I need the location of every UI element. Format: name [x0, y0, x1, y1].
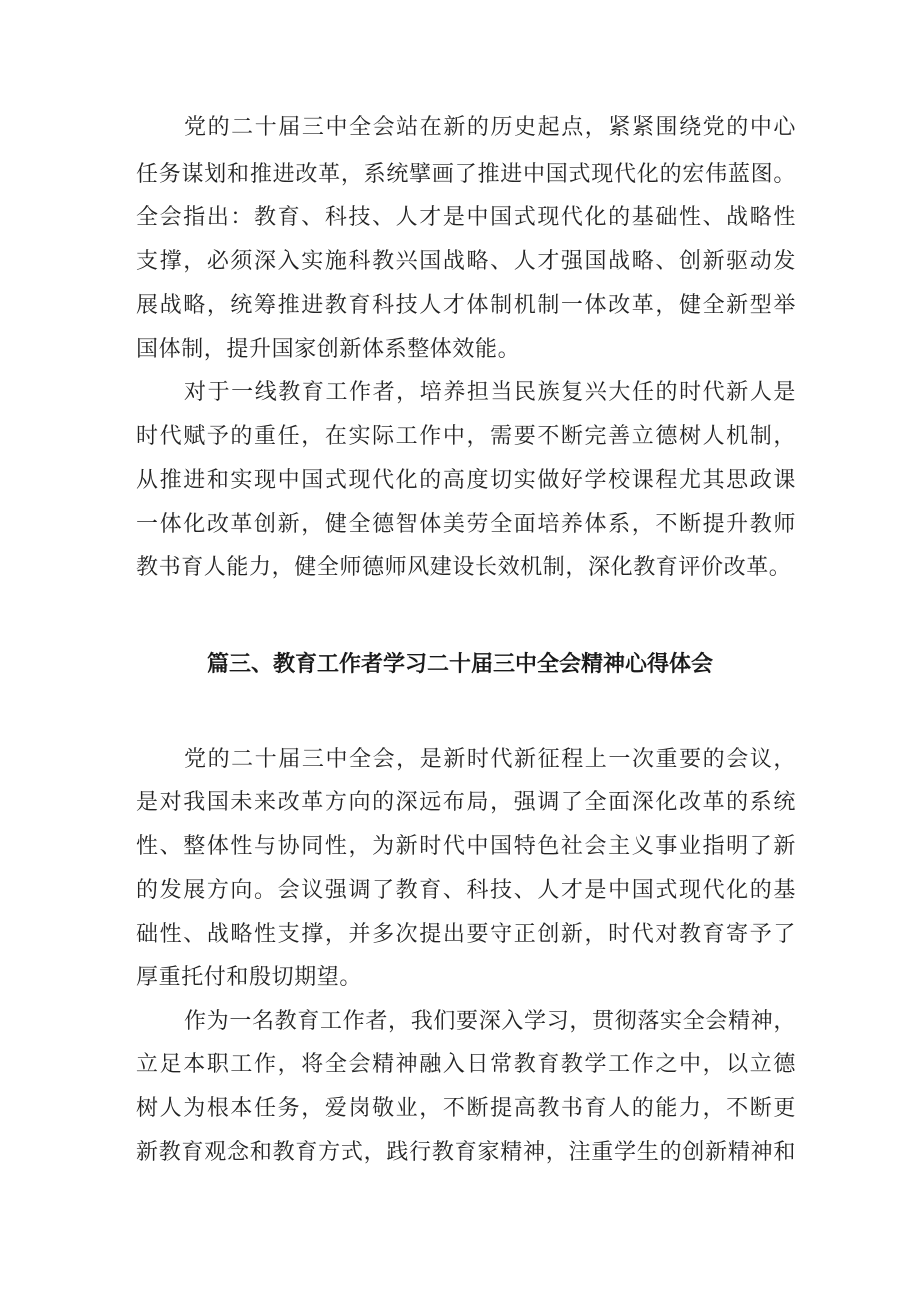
paragraph-line: 性、整体性与协同性，为新时代中国特色社会主义事业指明了新 [136, 834, 796, 859]
paragraph-line: 从推进和实现中国式现代化的高度切实做好学校课程尤其思政课 [136, 468, 796, 493]
paragraph-line: 党的二十届三中全会，是新时代新征程上一次重要的会议， [184, 747, 796, 772]
paragraph-line: 对于一线教育工作者，培养担当民族复兴大任的时代新人是 [184, 380, 796, 405]
paragraph-line: 国体制，提升国家创新体系整体效能。 [136, 337, 521, 362]
paragraph-line: 支撑，必须深入实施科教兴国战略、人才强国战略、创新驱动发 [136, 249, 796, 274]
paragraph-line: 时代赋予的重任，在实际工作中，需要不断完善立德树人机制， [136, 424, 796, 449]
paragraph-line: 的发展方向。会议强调了教育、科技、人才是中国式现代化的基 [136, 878, 796, 903]
paragraph-line: 教书育人能力，健全师德师风建设长效机制，深化教育评价改革。 [136, 555, 792, 580]
paragraph-line: 是对我国未来改革方向的深远布局，强调了全面深化改革的系统 [136, 790, 796, 815]
paragraph-line: 础性、战略性支撑，并多次提出要守正创新，时代对教育寄予了 [136, 922, 796, 947]
paragraph-line: 全会指出：教育、科技、人才是中国式现代化的基础性、战略性 [136, 205, 796, 230]
paragraph-line: 新教育观念和教育方式，践行教育家精神，注重学生的创新精神和 [136, 1140, 796, 1165]
paragraph-line: 厚重托付和殷切期望。 [136, 965, 363, 990]
section-heading: 篇三、教育工作者学习二十届三中全会精神心得体会 [206, 652, 713, 677]
paragraph-line: 作为一名教育工作者，我们要深入学习，贯彻落实全会精神， [184, 1009, 796, 1034]
paragraph-line: 立足本职工作，将全会精神融入日常教育教学工作之中，以立德 [136, 1052, 796, 1077]
paragraph-line: 树人为根本任务，爱岗敬业，不断提高教书育人的能力，不断更 [136, 1096, 796, 1121]
paragraph-line: 展战略，统筹推进教育科技人才体制机制一体改革，健全新型举 [136, 293, 796, 318]
paragraph-line: 党的二十届三中全会站在新的历史起点，紧紧围绕党的中心 [184, 115, 796, 140]
paragraph-line: 任务谋划和推进改革，系统擘画了推进中国式现代化的宏伟蓝图。 [136, 162, 796, 187]
paragraph-line: 一体化改革创新，健全德智体美劳全面培养体系，不断提升教师 [136, 512, 796, 537]
